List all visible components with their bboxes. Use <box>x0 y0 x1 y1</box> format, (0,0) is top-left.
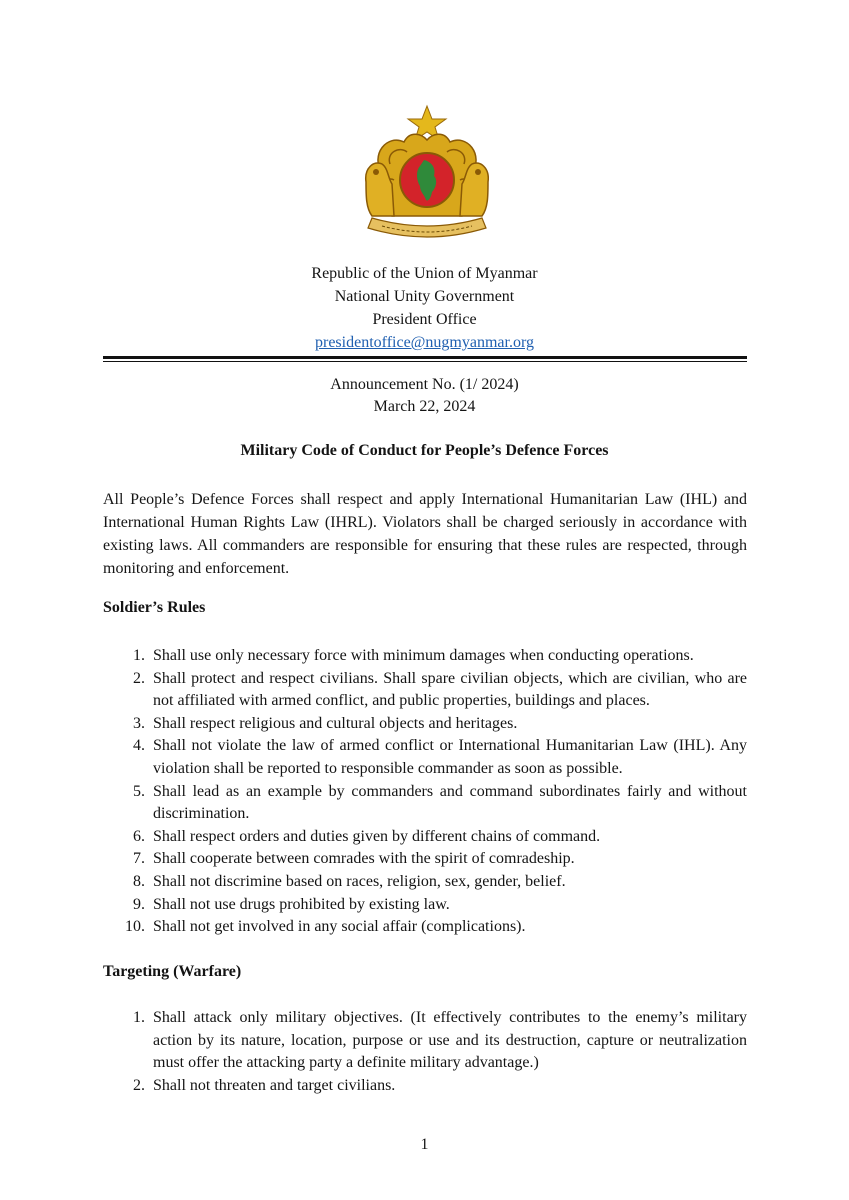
header-office: President Office <box>372 311 477 328</box>
list-item: 3. Shall respect religious and cultural objects and heritages. <box>133 714 518 732</box>
header-government: National Unity Government <box>334 288 515 305</box>
announcement-date: March 22, 2024 <box>373 398 476 415</box>
header-divider-thick <box>103 356 747 359</box>
header-divider-thin <box>103 361 747 362</box>
list-item: 8. Shall not discrimine based on races, religion, sex, gender, belief. <box>133 872 566 890</box>
list-item: 5. Shall lead as an example by commanders and command subordinates fairly and without discrimination. <box>133 782 747 823</box>
state-emblem-icon <box>352 104 502 250</box>
list-item: 1. Shall use only necessary force with minimum damages when conducting operations. <box>133 647 694 664</box>
list-item: 6. Shall respect orders and duties given by different chains of command. <box>133 827 601 845</box>
targeting-list <box>103 1007 747 1097</box>
list-item: 4. Shall not violate the law of armed conflict or International Humanitarian Law (IHL). Any violation shall be reported to responsible commander as soon as possible. <box>133 737 747 777</box>
list-item: 7. Shall cooperate between comrades with the spirit of comradeship. <box>133 850 575 868</box>
announcement-number: Announcement No. (1/ 2024) <box>330 376 519 393</box>
list-item: 9. Shall not use drugs prohibited by existing law. <box>133 895 450 913</box>
email-link[interactable]: presidentoffice@nugmyanmar.org <box>315 334 534 351</box>
intro-paragraph: All People’s Defence Forces shall respect and apply International Humanitarian Law (IHL) and International Human Rights Law (IHRL). Violators shall be charged seriously in accordance with existing laws. All commanders are responsible for ensuring that these rules are respected, through monitoring and enforcement. <box>103 491 747 577</box>
list-item: 10. Shall not get involved in any social affair (complications). <box>125 918 526 936</box>
list-item: 1. Shall attack only military objectives. (It effectively contributes to the enemy’s military action by its nature, location, purpose or use and its destruction, capture or neutralization must offer the attacking party a definite military advantage.) <box>133 1009 747 1072</box>
soldiers-rules-list <box>103 645 747 939</box>
announcement-block <box>0 374 849 418</box>
page-number: 1 <box>420 1136 429 1153</box>
list-item: 2. Shall protect and respect civilians. Shall spare civilian objects, which are civilian, who are not affiliated with armed conflict, and public properties, buildings and places. <box>133 669 747 710</box>
soldiers-rules-heading: Soldier’s Rules <box>103 599 206 616</box>
office-header <box>0 262 849 354</box>
list-item: 2. Shall not threaten and target civilians. <box>133 1076 396 1094</box>
header-republic: Republic of the Union of Myanmar <box>311 265 538 282</box>
targeting-heading: Targeting (Warfare) <box>103 963 242 980</box>
document-title: Military Code of Conduct for People’s Defence Forces <box>240 442 609 459</box>
